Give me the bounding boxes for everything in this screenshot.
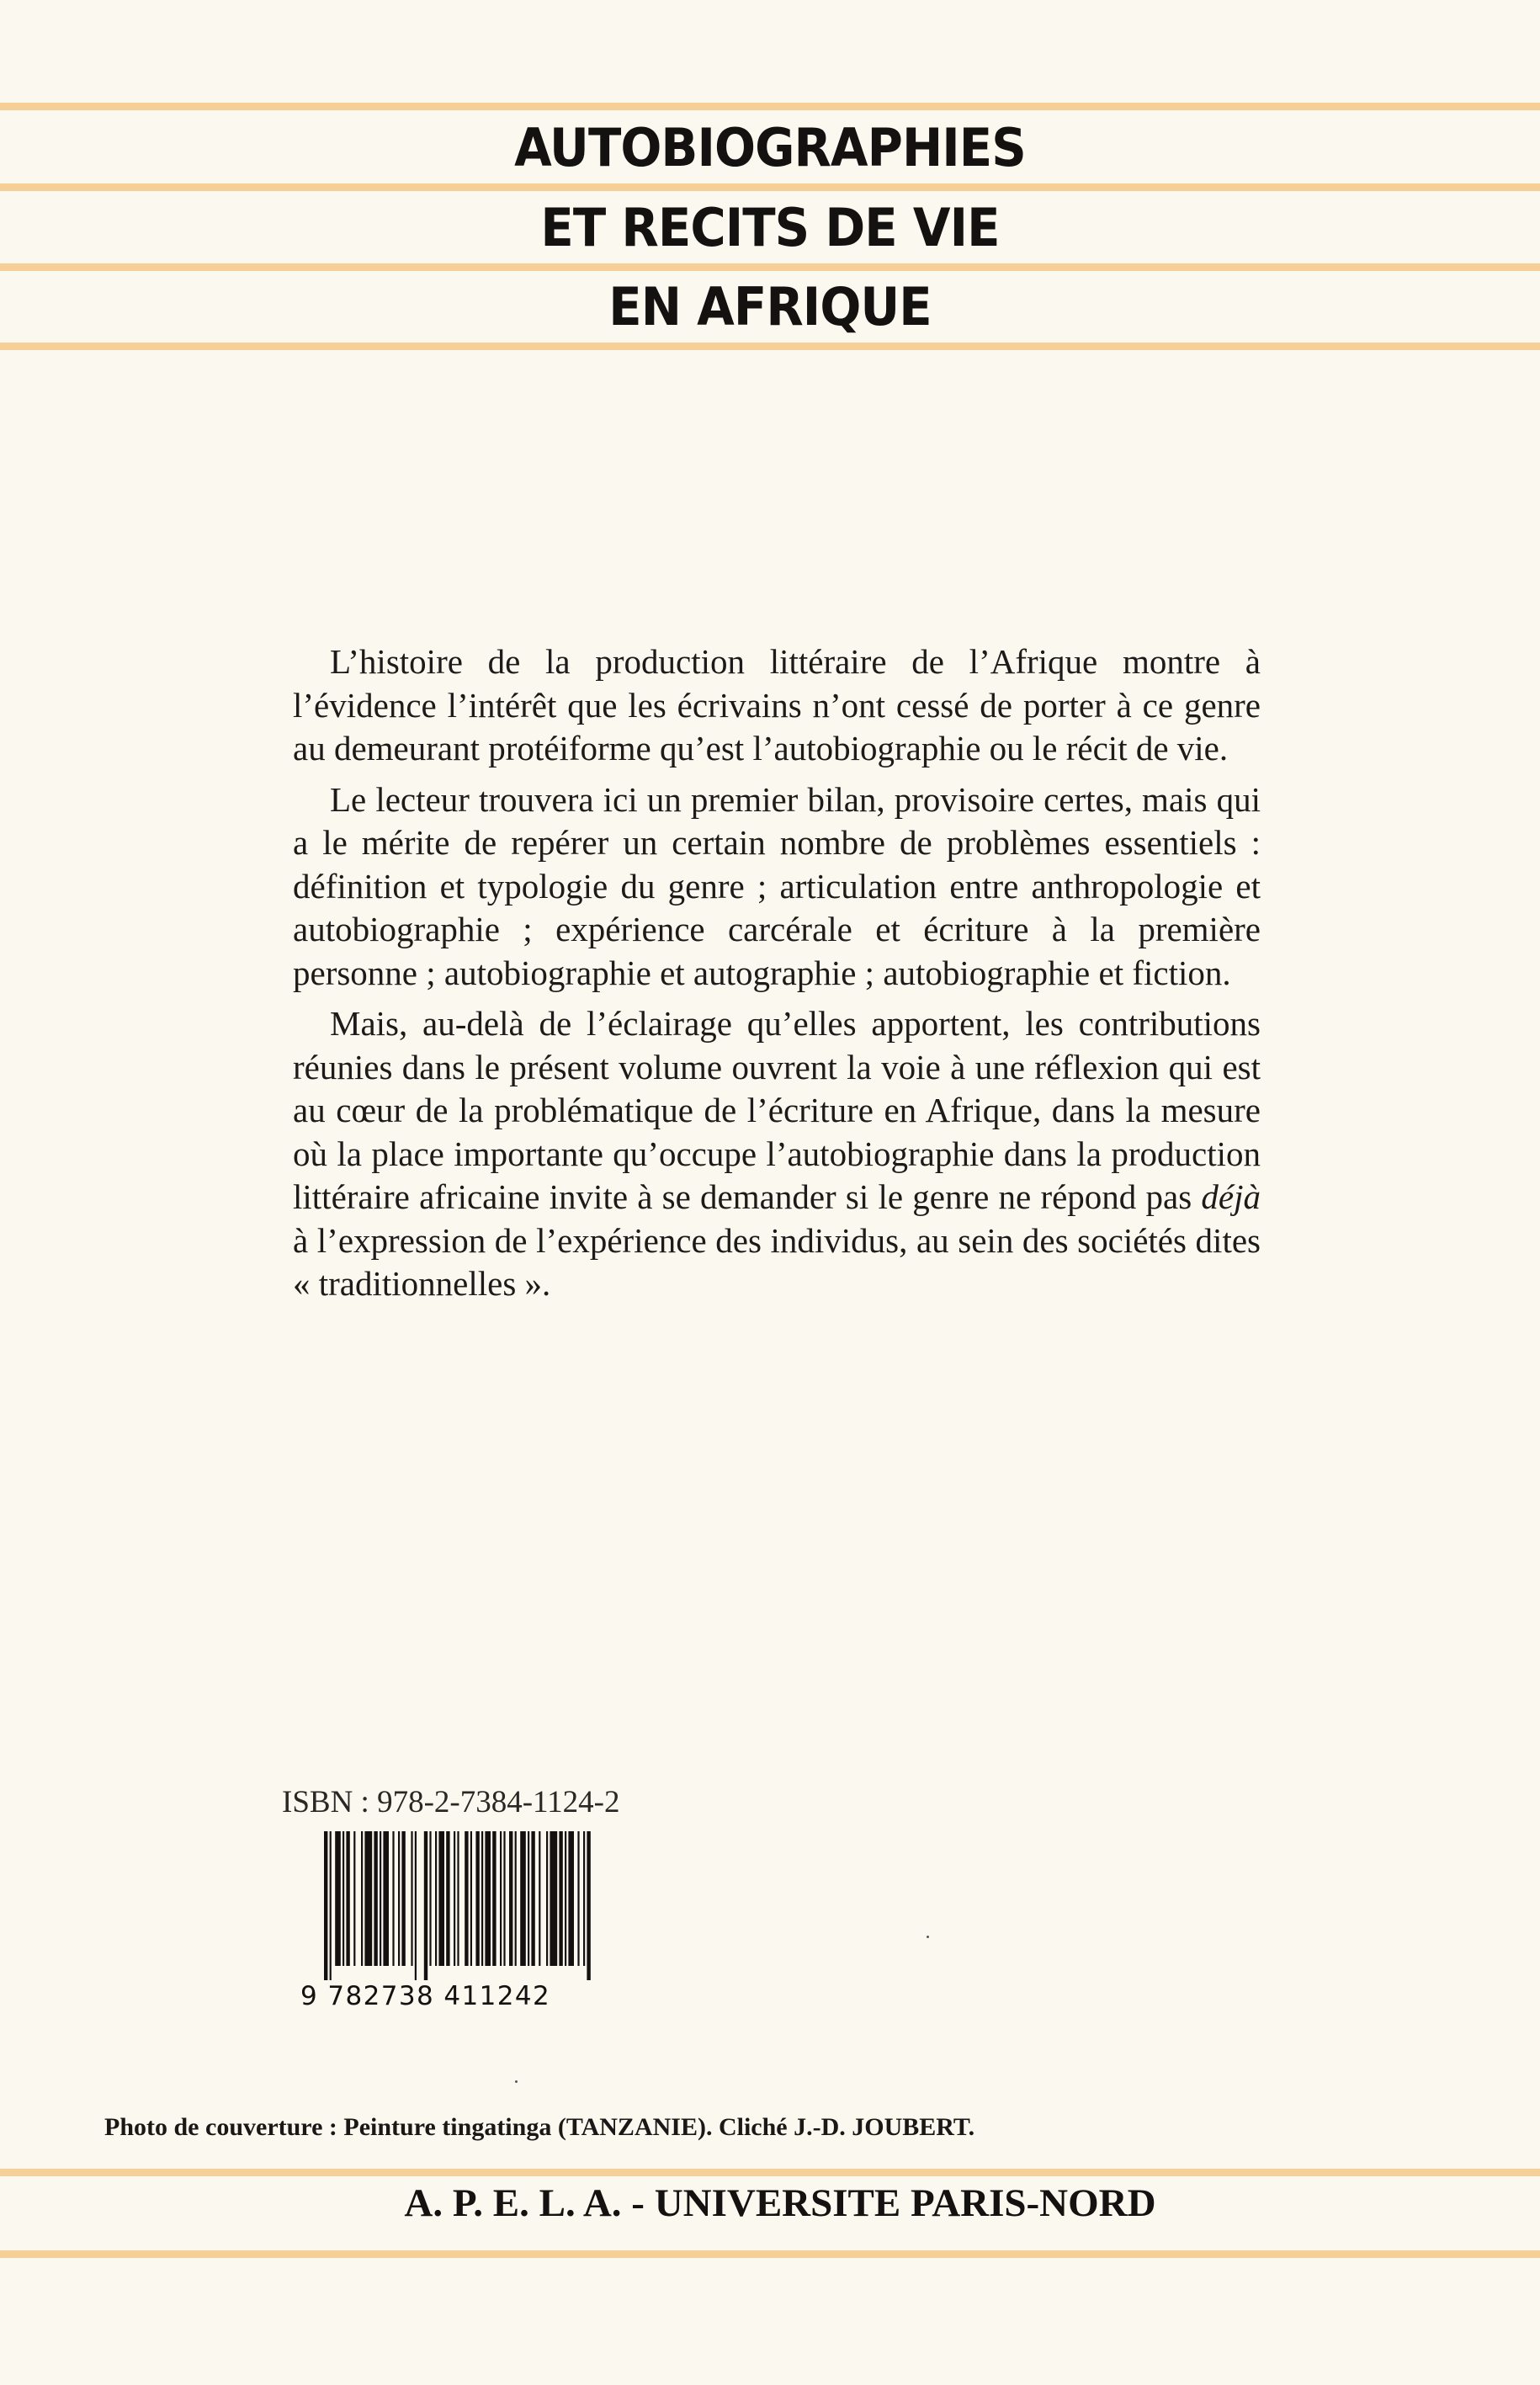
barcode-digits: 9 782738 411242 — [300, 1981, 551, 2011]
blurb-paragraph-2: Le lecteur trouvera ici un premier bilan, provisoire certes, mais qui a le mérite de repérer un certain nombre de problèmes essentiels : définition et typologie du genre ; articulation entre anthropologie et autobiographie ; expérience carcérale et écriture à la première personne ; autobiographie et autographie ; autobiographie et fiction. — [293, 779, 1261, 992]
rule-bottom-1 — [0, 2169, 1540, 2176]
scan-speck — [515, 2080, 518, 2083]
blurb — [293, 640, 1261, 1314]
scan-speck — [927, 1936, 929, 1938]
rule-top — [0, 103, 1540, 110]
rule-bottom-2 — [0, 2250, 1540, 2258]
title-line-2: ET RECITS DE VIE — [540, 197, 1000, 258]
rule-title-1 — [0, 183, 1540, 191]
barcode-image — [324, 1831, 595, 1980]
blurb-paragraph-1: L’histoire de la production littéraire de l’Afrique montre à l’évidence l’intérêt que les écrivains n’ont cessé de porter à ce genre au demeurant protéiforme qu’est l’autobiographie ou le récit de vie. — [293, 642, 1261, 768]
title-line-1: AUTOBIOGRAPHIES — [514, 117, 1026, 178]
blurb-paragraph-3 — [293, 1002, 1261, 1306]
blurb-paragraph-3-end: à l’expression de l’expérience des individus, au sein des sociétés dites « traditionnelles ». — [293, 1220, 1261, 1303]
publisher-name: A. P. E. L. A. - UNIVERSITE PARIS-NORD — [404, 2181, 1156, 2225]
photo-credit: Photo de couverture : Peinture tingatinga (TANZANIE). Cliché J.-D. JOUBERT. — [104, 2113, 975, 2141]
title-line-3: EN AFRIQUE — [608, 276, 932, 337]
blurb-paragraph-3-start: Mais, au-delà de l’éclairage qu’elles apportent, les contributions réunies dans le présent volume ouvrent la voie à une réflexion qui est au cœur de la problématique de l’écriture en Afrique, dans la mesure où la place importante qu’occupe l’autobiographie dans la production littéraire africaine invite à se demander si le genre ne répond pas — [293, 1004, 1261, 1216]
isbn-label: ISBN : 978-2-7384-1124-2 — [282, 1785, 620, 1819]
rule-title-3 — [0, 343, 1540, 350]
blurb-emphasis: déjà — [1201, 1177, 1261, 1216]
rule-title-2 — [0, 263, 1540, 271]
